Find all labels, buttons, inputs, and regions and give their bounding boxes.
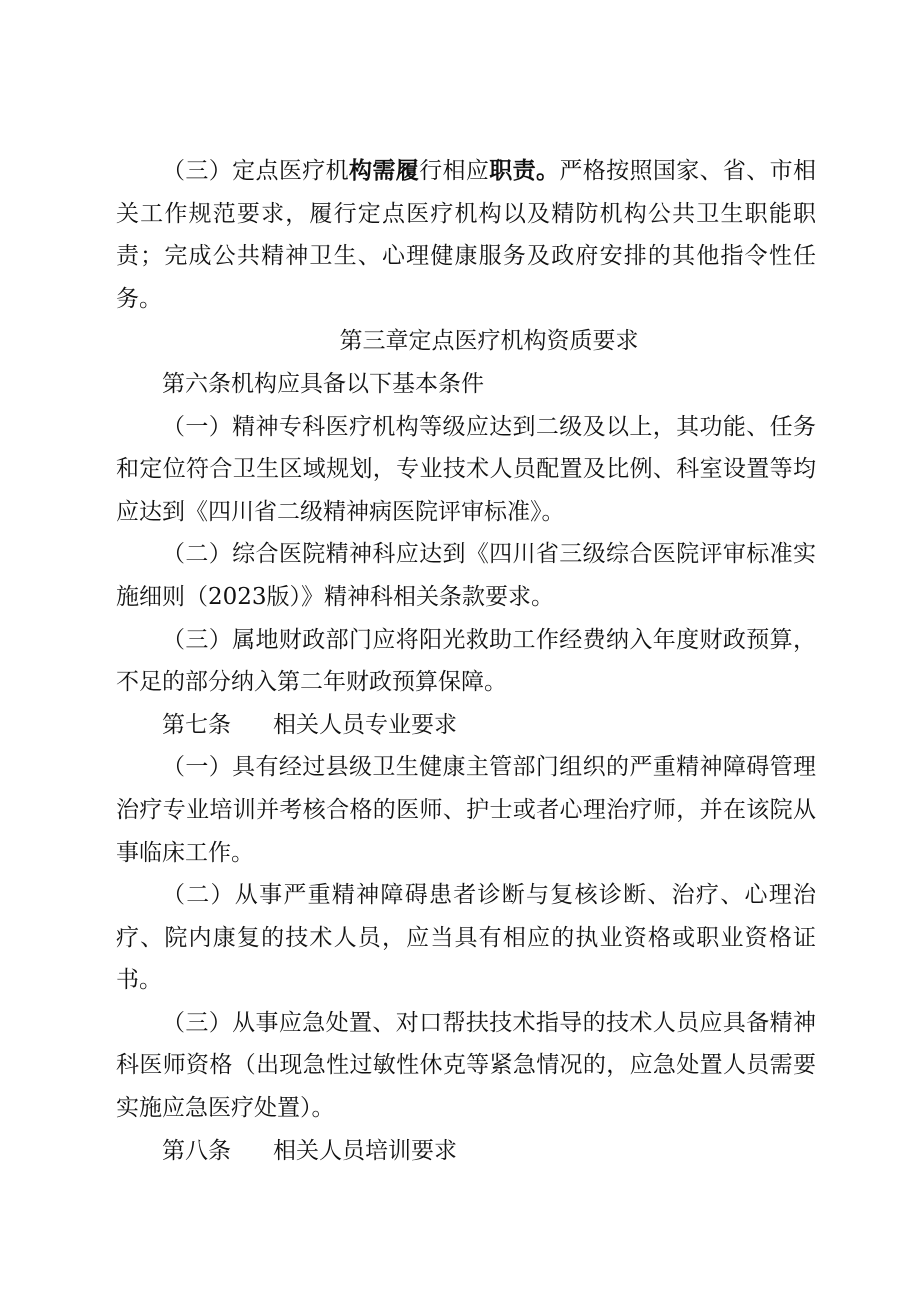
article-7-item-1: （一）具有经过县级卫生健康主管部门组织的严重精神障碍管理治疗专业培训并考核合格的医师、护士或者心理治疗师，并在该院从事临床工作。 bbox=[116, 754, 816, 866]
article-number: 第七条 bbox=[162, 711, 231, 738]
bold-text: 职责。 bbox=[489, 157, 560, 184]
bold-text: 构需履 bbox=[348, 157, 420, 184]
article-6-heading: 第六条机构应具备以下基本条件 bbox=[162, 370, 484, 397]
article-7-item-2: （二）从事严重精神障碍患者诊断与复核诊断、治疗、心理治疗、院内康复的技术人员，应当具有相应的执业资格或职业资格证书。 bbox=[116, 882, 816, 994]
article-7-item-3: （三）从事应急处置、对口帮扶技术指导的技术人员应具备精神科医师资格（出现急性过敏性休克等紧急情况的，应急处置人员需要实施应急医疗处置）。 bbox=[116, 1009, 816, 1122]
paragraph-text: 严格按照国家、省、市相关工作规范要求，履行定点医疗机构以及精防机构公共卫生职能职责；完成公共精神卫生、心理健康服务及政府安排的其他指令性任务。 bbox=[116, 158, 817, 312]
article-number: 第八条 bbox=[162, 1137, 231, 1164]
article-6-item-2: （二）综合医院精神科应达到《四川省三级综合医院评审标准实施细则（2023版）》精神科相关条款要求。 bbox=[116, 541, 816, 610]
article-title: 相关人员培训要求 bbox=[273, 1137, 457, 1164]
article-7-heading bbox=[116, 704, 816, 747]
document-body bbox=[116, 150, 816, 1172]
article-6-item-1: （一）精神专科医疗机构等级应达到二级及以上，其功能、任务和定位符合卫生区域规划，专业技术人员配置及比例、科室设置等均应达到《四川省二级精神病医院评审标准》。 bbox=[116, 413, 816, 525]
paragraph-duties bbox=[116, 150, 816, 320]
article-6-item-3: （三）属地财政部门应将阳光救助工作经费纳入年度财政预算，不足的部分纳入第二年财政预算保障。 bbox=[116, 626, 816, 696]
chapter-heading: 第三章定点医疗机构资质要求 bbox=[339, 328, 639, 355]
paragraph-text: （三）定点医疗机 bbox=[162, 158, 349, 184]
article-8-heading bbox=[116, 1130, 816, 1173]
article-title: 相关人员专业要求 bbox=[273, 711, 457, 738]
paragraph-text: 行相应 bbox=[419, 158, 490, 184]
